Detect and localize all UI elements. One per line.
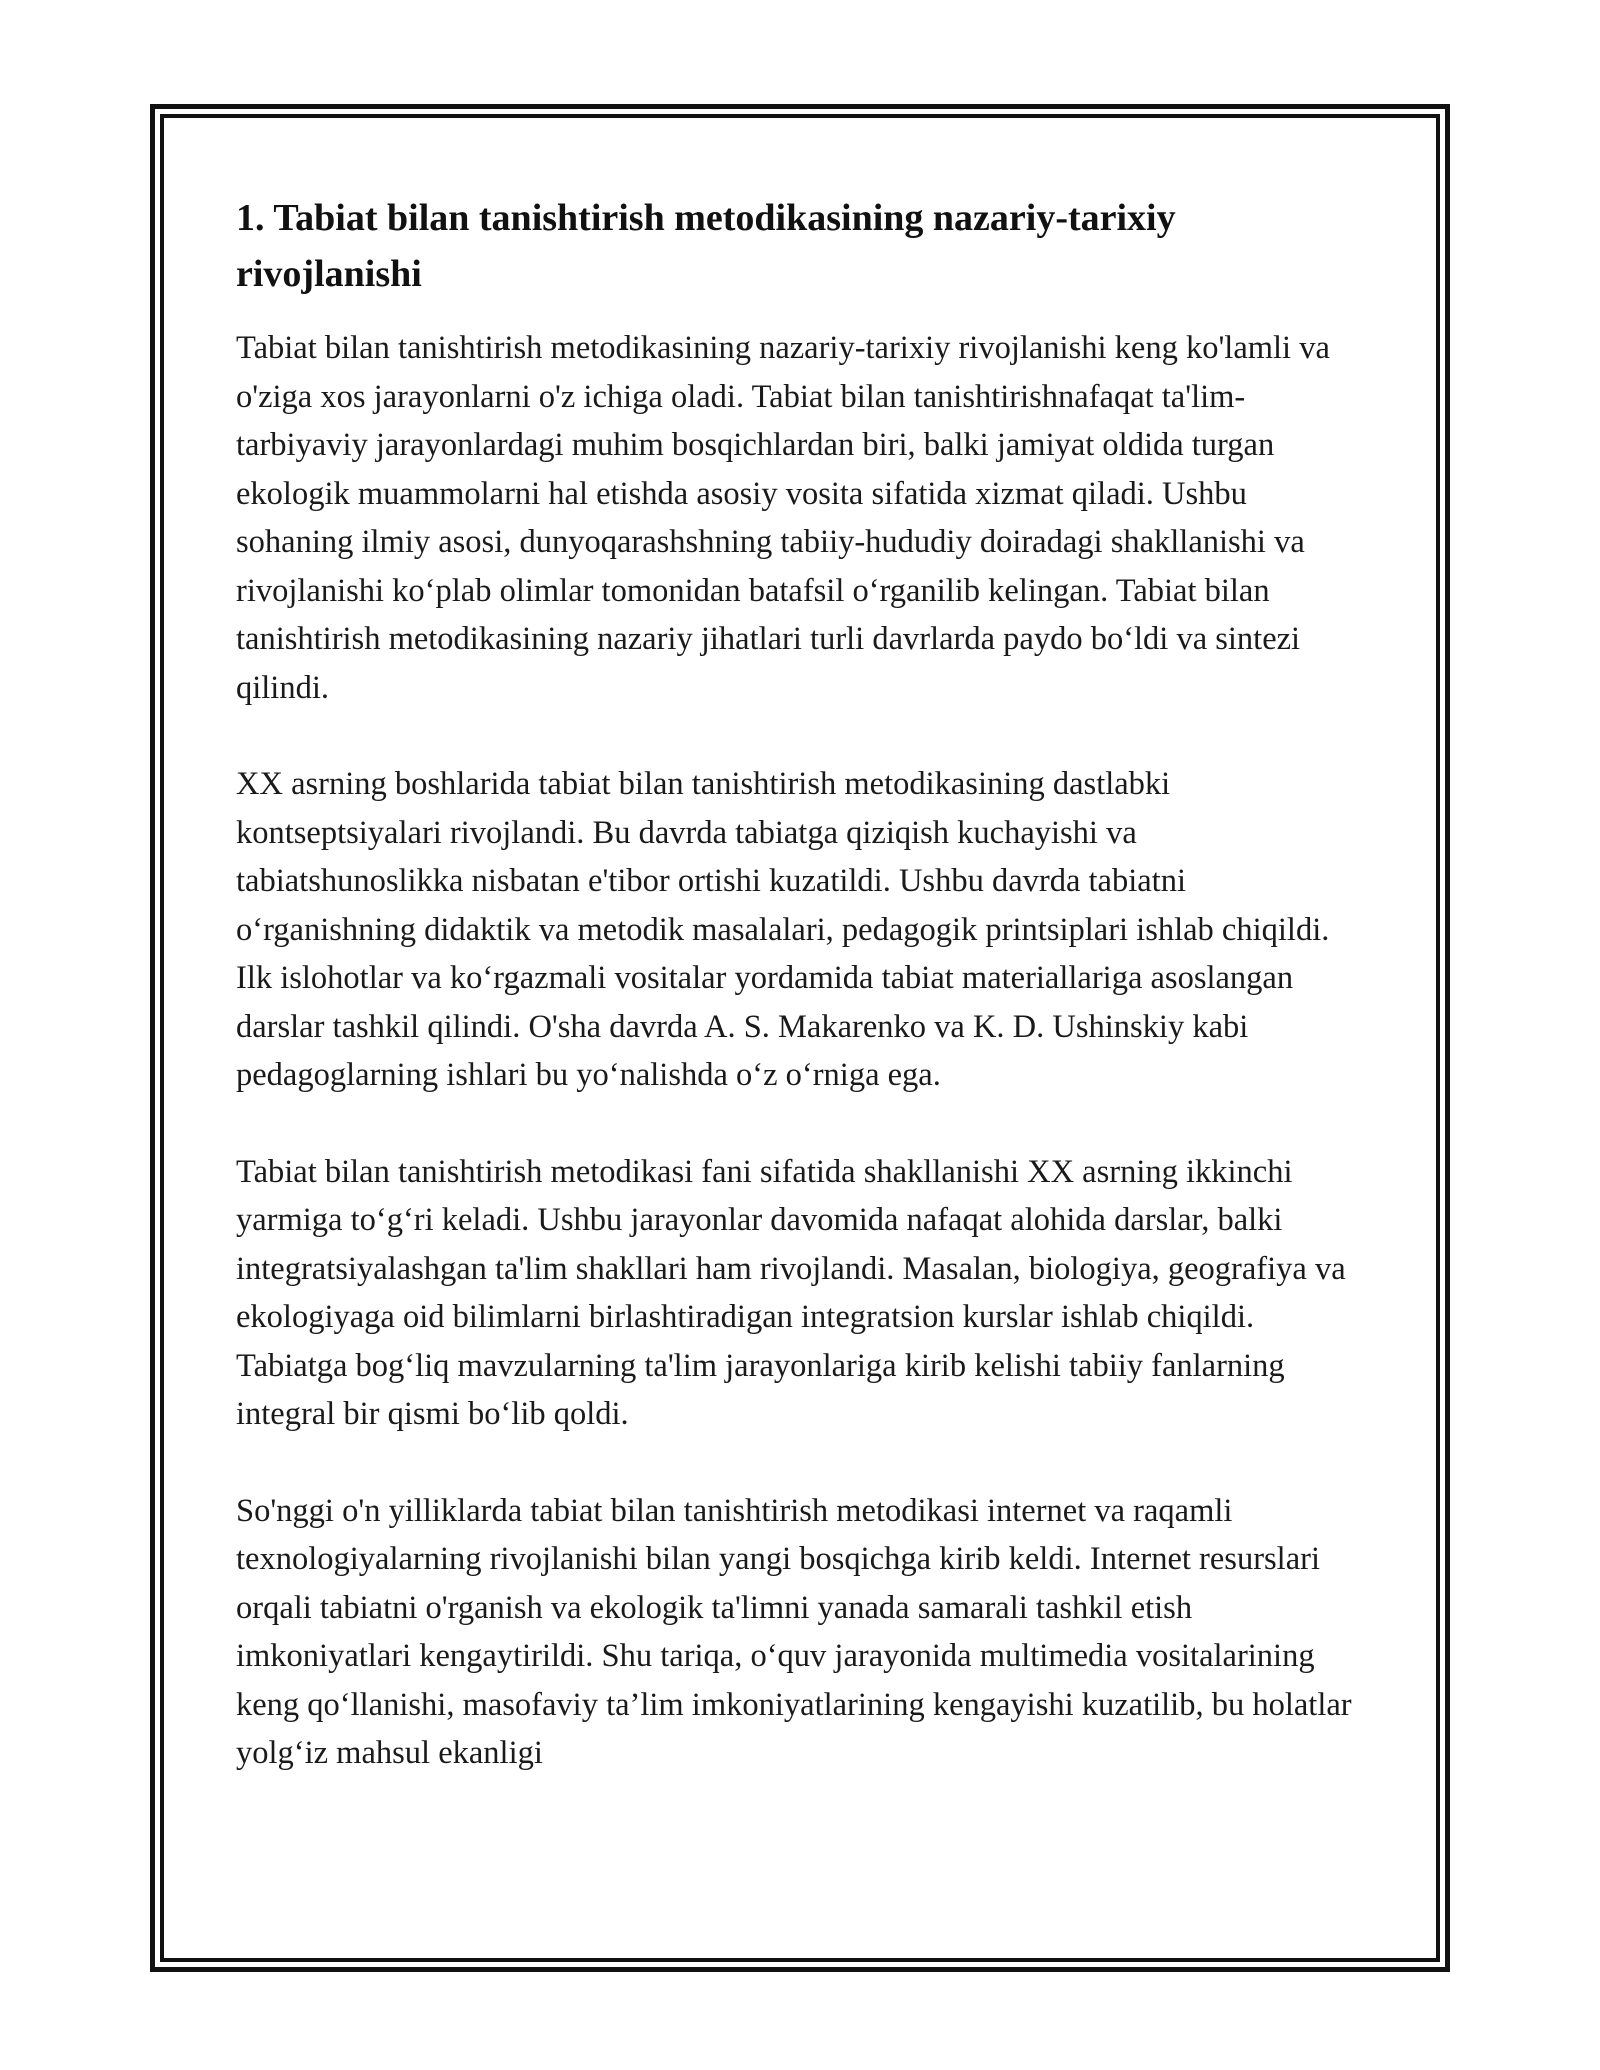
paragraph-4: So'nggi o'n yilliklarda tabiat bilan tanishtirish metodikasi internet va raqamli texnologiyalarning rivojlanishi bilan yangi bosqichga kirib keldi. Internet resurslari orqali tabiatni o'rganish va ekologik ta'limni yanada samarali tashkil etish imkoniyatlari kengaytirildi. Shu tariqa, oʻquv jarayonida multimedia vositalarining keng qoʻllanishi, masofaviy ta’lim imkoniyatlarining kengayishi kuzatilib, bu holatlar yolgʻiz mahsul ekanligi <box>236 1492 1352 1771</box>
paragraph-1: Tabiat bilan tanishtirish metodikasining nazariy-tarixiy rivojlanishi keng ko'lamli va o'ziga xos jarayonlarni o'z ichiga oladi. Tabiat bilan tanishtirishnafaqat ta'lim-tarbiyaviy jarayonlardagi muhim bosqichlardan biri, balki jamiyat oldida turgan ekologik muammolarni hal etishda asosiy vosita sifatida xizmat qiladi. Ushbu sohaning ilmiy asosi, dunyoqarashshning tabiiy-hududiy doiradagi shakllanishi va rivojlanishi koʻplab olimlar tomonidan batafsil oʻrganilib kelingan. Tabiat bilan tanishtirish metodikasining nazariy jihatlari turli davrlarda paydo boʻldi va sintezi qilindi. <box>236 330 1330 706</box>
paragraph-2: XX asrning boshlarida tabiat bilan tanishtirish metodikasining dastlabki kontseptsiyalari rivojlandi. Bu davrda tabiatga qiziqish kuchayishi va tabiatshunoslikka nisbatan e'tibor ortishi kuzatildi. Ushbu davrda tabiatni oʻrganishning didaktik va metodik masalalari, pedagogik printsiplari ishlab chiqildi. Ilk islohotlar va koʻrgazmali vositalar yordamida tabiat materiallariga asoslangan darslar tashkil qilindi. O'sha davrda A. S. Makarenko va K. D. Ushinskiy kabi pedagoglarning ishlari bu yoʻnalishda oʻz oʻrniga ega. <box>236 766 1330 1093</box>
paragraph-3: Tabiat bilan tanishtirish metodikasi fani sifatida shakllanishi XX asrning ikkinchi yarmiga toʻgʻri keladi. Ushbu jarayonlar davomida nafaqat alohida darslar, balki integratsiyalashgan ta'lim shakllari ham rivojlandi. Masalan, biologiya, geografiya va ekologiyaga oid bilimlarni birlashtiradigan integratsion kurslar ishlab chiqildi. Tabiatga bogʻliq mavzularning ta'lim jarayonlariga kirib kelishi tabiiy fanlarning integral bir qismi boʻlib qoldi. <box>236 1153 1346 1432</box>
section-heading: 1. Tabiat bilan tanishtirish metodikasining nazariy-tarixiy rivojlanishi <box>236 197 1176 295</box>
document-body <box>236 190 1370 1826</box>
